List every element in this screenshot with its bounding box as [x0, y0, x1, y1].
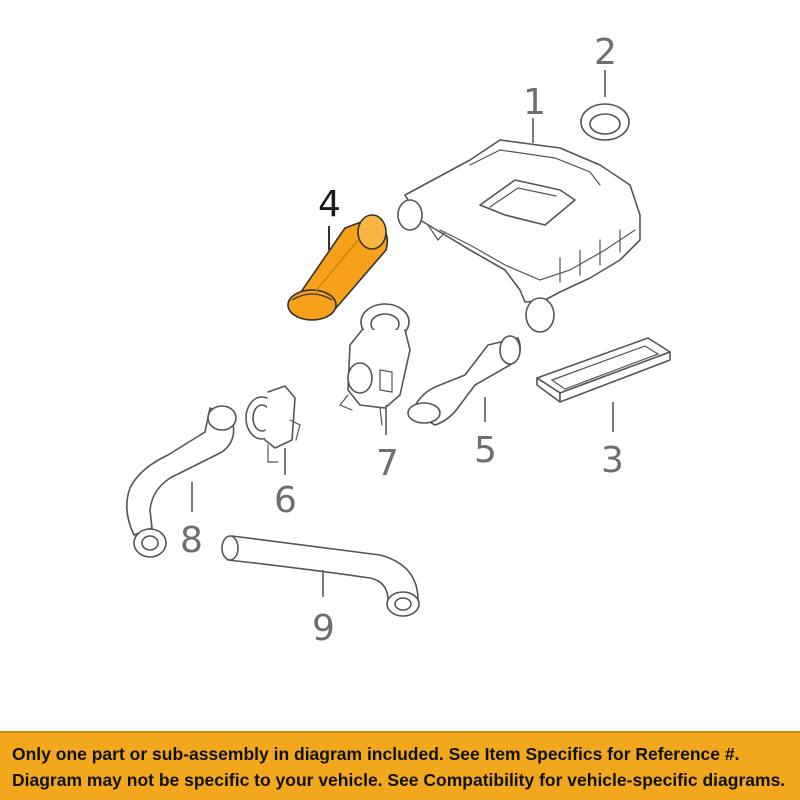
part-1-air-cleaner-housing [398, 140, 640, 332]
callout-6: 6 [274, 480, 297, 521]
part-3-air-filter [537, 338, 670, 402]
part-5-air-duct [408, 336, 520, 425]
part-2-seal-ring [581, 104, 629, 140]
disclaimer-line-2: Diagram may not be specific to your vehicle. See Compatibility for vehicle-specific diagrams. [12, 769, 786, 790]
part-4-intake-duct [288, 215, 387, 320]
callout-2: 2 [594, 32, 617, 73]
callout-8: 8 [180, 520, 203, 561]
callout-1: 1 [523, 82, 546, 123]
disclaimer-line-1: Only one part or sub-assembly in diagram included. See Item Specifics for Reference #. [12, 743, 740, 764]
callout-9: 9 [312, 608, 335, 649]
callout-5: 5 [474, 430, 497, 471]
part-7-intake-adapter [340, 304, 410, 425]
callout-3: 3 [601, 440, 624, 481]
callout-7: 7 [376, 443, 399, 484]
part-9-hose [222, 536, 419, 616]
callout-4: 4 [318, 184, 341, 225]
disclaimer-banner [0, 731, 800, 800]
part-6-sensor-bracket [246, 386, 300, 462]
